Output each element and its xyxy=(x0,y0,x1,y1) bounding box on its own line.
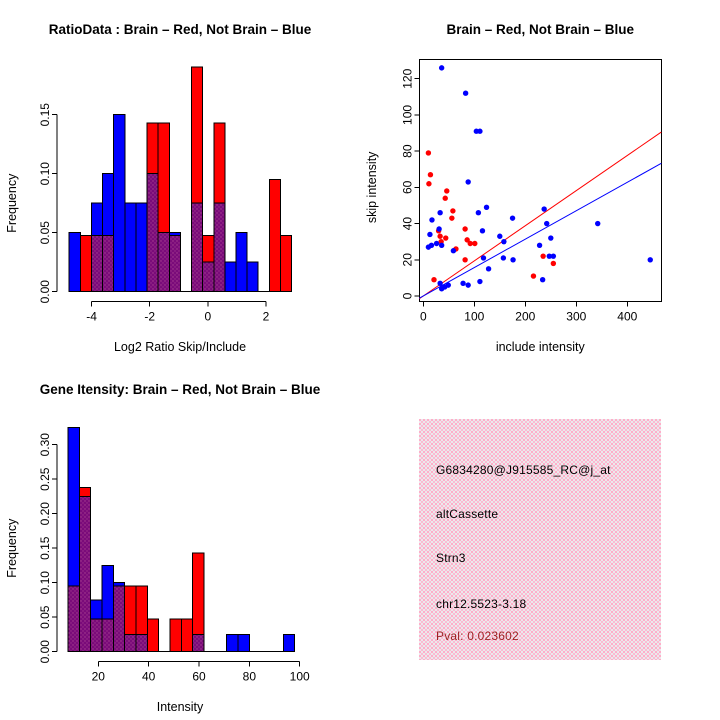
scatter-point-blue xyxy=(427,232,432,237)
scatter-point-red xyxy=(444,188,449,193)
scatter-point-blue xyxy=(541,206,546,211)
plot-box xyxy=(419,59,661,301)
scatter-point-red xyxy=(443,235,448,240)
y-tick-label: 0.10 xyxy=(38,162,52,186)
scatter-point-blue xyxy=(429,217,434,222)
histogram-bar-overlap xyxy=(169,236,180,292)
histogram-bar xyxy=(269,179,280,291)
x-axis-label: Intensity xyxy=(156,700,204,714)
scatter-point-blue xyxy=(463,91,468,96)
gene-histogram-panel xyxy=(0,360,360,720)
histogram-bar xyxy=(170,619,181,652)
y-tick-label: 0.20 xyxy=(38,502,52,526)
histogram-bar-overlap xyxy=(192,203,203,292)
histogram-bar xyxy=(80,236,91,292)
scatter-point-blue xyxy=(501,255,506,260)
scatter-point-blue xyxy=(501,239,506,244)
histogram-bar-overlap xyxy=(103,236,114,292)
histogram-bar xyxy=(91,600,102,619)
x-tick-label: 60 xyxy=(192,669,206,684)
scatter-point-blue xyxy=(481,255,486,260)
scatter-point-blue xyxy=(510,215,515,220)
scatter-point-blue xyxy=(465,282,470,287)
histogram-bar xyxy=(103,174,114,236)
histogram-bar xyxy=(68,427,79,586)
histogram-bar xyxy=(69,233,80,292)
x-tick-label: 100 xyxy=(464,309,485,324)
scatter-point-blue xyxy=(451,248,456,253)
gene-name-text: Strn3 xyxy=(436,551,466,565)
scatter-point-blue xyxy=(434,241,439,246)
histogram-bar xyxy=(114,115,125,292)
scatter-point-red xyxy=(472,241,477,246)
intensity-scatter-panel xyxy=(360,0,720,360)
x-tick-label: 40 xyxy=(141,669,156,684)
scatter-point-blue xyxy=(540,277,545,282)
scatter-point-blue xyxy=(484,205,489,210)
scatter-point-blue xyxy=(460,281,465,286)
y-tick-label: 20 xyxy=(400,253,415,267)
y-tick-label: 0.00 xyxy=(38,280,52,304)
histogram-bar xyxy=(113,583,124,586)
location-text: chr12.5523-3.18 xyxy=(436,597,527,611)
regression-line xyxy=(419,132,661,299)
histogram-bar xyxy=(147,123,158,174)
histogram-bar-overlap xyxy=(68,586,79,652)
scatter-point-blue xyxy=(465,179,470,184)
info-panel-background xyxy=(419,419,661,660)
histogram-bar xyxy=(147,619,158,652)
x-axis-label: include intensity xyxy=(495,340,585,354)
histogram-bar xyxy=(91,203,102,235)
histogram-bar xyxy=(236,233,247,292)
y-tick-label: 120 xyxy=(400,68,415,89)
scatter-point-red xyxy=(426,181,431,186)
histogram-bar-overlap xyxy=(214,203,225,292)
histogram-bar xyxy=(79,487,90,496)
panel-title: Gene Itensity: Brain – Red, Not Brain – Blue xyxy=(39,382,321,397)
histogram-bar-overlap xyxy=(91,236,102,292)
x-tick-label: 20 xyxy=(91,669,105,684)
histogram-bar xyxy=(125,586,136,634)
histogram-bar-overlap xyxy=(136,634,147,651)
ratio-histogram-panel xyxy=(0,0,360,360)
x-tick-label: 0 xyxy=(419,309,427,324)
scatter-point-blue xyxy=(429,243,434,248)
scatter-point-blue xyxy=(477,129,482,134)
x-tick-label: 100 xyxy=(289,669,310,684)
y-tick-label: 0.05 xyxy=(38,221,52,245)
histogram-bar-overlap xyxy=(193,634,204,651)
histogram-bar xyxy=(203,236,214,263)
panel-title: Brain – Red, Not Brain – Blue xyxy=(446,22,635,37)
histogram-bar-overlap xyxy=(91,619,102,652)
scatter-point-blue xyxy=(595,221,600,226)
panel-title: RatioData : Brain – Red, Not Brain – Blue xyxy=(48,22,312,37)
y-axis-label: skip intensity xyxy=(365,151,379,224)
histogram-bar-overlap xyxy=(125,634,136,651)
x-tick-label: 400 xyxy=(617,309,638,324)
y-axis-label: Frequency xyxy=(5,173,19,233)
y-tick-label: 60 xyxy=(400,180,415,195)
scatter-point-blue xyxy=(537,243,542,248)
histogram-bar-overlap xyxy=(158,233,169,292)
y-tick-label: 0.05 xyxy=(38,605,52,629)
scatter-point-red xyxy=(450,208,455,213)
histogram-bar xyxy=(193,553,204,634)
y-tick-label: 80 xyxy=(400,144,415,158)
histogram-bar xyxy=(136,203,147,292)
info-panel xyxy=(360,360,720,720)
scatter-point-red xyxy=(449,215,454,220)
histogram-bar-overlap xyxy=(79,496,90,651)
scatter-point-red xyxy=(428,172,433,177)
y-tick-label: 0.25 xyxy=(38,467,52,491)
histogram-bar xyxy=(169,233,180,236)
scatter-point-blue xyxy=(548,235,553,240)
histogram-bar xyxy=(247,262,258,292)
y-tick-label: 0.10 xyxy=(38,571,52,595)
scatter-point-blue xyxy=(477,279,482,284)
scatter-point-blue xyxy=(510,257,515,262)
scatter-point-red xyxy=(443,196,448,201)
x-tick-label: 80 xyxy=(242,669,257,684)
scatter-point-blue xyxy=(437,281,442,286)
histogram-bar xyxy=(102,565,113,618)
histogram-bar xyxy=(283,634,294,651)
scatter-point-blue xyxy=(439,65,444,70)
probe-id-text: G6834280@J915585_RC@j_at xyxy=(436,463,611,477)
scatter-point-red xyxy=(540,253,545,258)
histogram-bar xyxy=(214,123,225,203)
histogram-bar xyxy=(227,634,238,651)
scatter-point-blue xyxy=(551,253,556,258)
scatter-point-red xyxy=(531,273,536,278)
histogram-bar-overlap xyxy=(102,619,113,652)
x-tick-label: 300 xyxy=(566,309,587,324)
x-tick-label: 0 xyxy=(204,309,212,324)
scatter-point-blue xyxy=(439,286,444,291)
histogram-bar xyxy=(280,236,291,292)
y-tick-label: 40 xyxy=(400,216,415,231)
x-tick-label: 200 xyxy=(515,309,536,324)
histogram-bar xyxy=(225,262,236,292)
scatter-point-blue xyxy=(476,210,481,215)
scatter-point-red xyxy=(437,234,442,239)
scatter-point-red xyxy=(431,277,436,282)
histogram-bar-overlap xyxy=(113,586,124,652)
y-tick-label: 0 xyxy=(400,292,415,300)
scatter-point-red xyxy=(462,257,467,262)
event-type-text: altCassette xyxy=(436,507,499,521)
x-tick-label: -2 xyxy=(144,309,156,324)
scatter-point-blue xyxy=(486,266,491,271)
scatter-point-red xyxy=(426,150,431,155)
histogram-bar-overlap xyxy=(203,262,214,292)
histogram-bar xyxy=(125,203,136,292)
pval-text: Pval: 0.023602 xyxy=(436,629,519,643)
y-tick-label: 0.30 xyxy=(38,433,52,457)
scatter-point-blue xyxy=(544,221,549,226)
scatter-point-blue xyxy=(648,257,653,262)
scatter-point-blue xyxy=(480,228,485,233)
scatter-point-red xyxy=(551,261,556,266)
y-axis-label: Frequency xyxy=(5,518,19,578)
histogram-bar xyxy=(192,67,203,203)
histogram-bar xyxy=(238,634,249,651)
y-tick-label: 0.00 xyxy=(38,640,52,664)
x-tick-label: 2 xyxy=(262,309,270,324)
y-tick-label: 0.15 xyxy=(38,536,52,560)
regression-line xyxy=(419,163,661,298)
histogram-bar xyxy=(181,619,192,652)
y-tick-label: 100 xyxy=(400,104,415,125)
histogram-bar-overlap xyxy=(147,174,158,292)
x-tick-label: -4 xyxy=(86,309,97,324)
scatter-point-blue xyxy=(437,210,442,215)
histogram-bar xyxy=(136,586,147,634)
y-tick-label: 0.15 xyxy=(38,103,52,127)
scatter-point-blue xyxy=(436,226,441,231)
x-axis-label: Log2 Ratio Skip/Include xyxy=(113,340,247,354)
scatter-point-red xyxy=(462,226,467,231)
scatter-point-blue xyxy=(439,243,444,248)
scatter-point-blue xyxy=(497,234,502,239)
scatter-point-blue xyxy=(446,282,451,287)
histogram-bar xyxy=(158,123,169,233)
